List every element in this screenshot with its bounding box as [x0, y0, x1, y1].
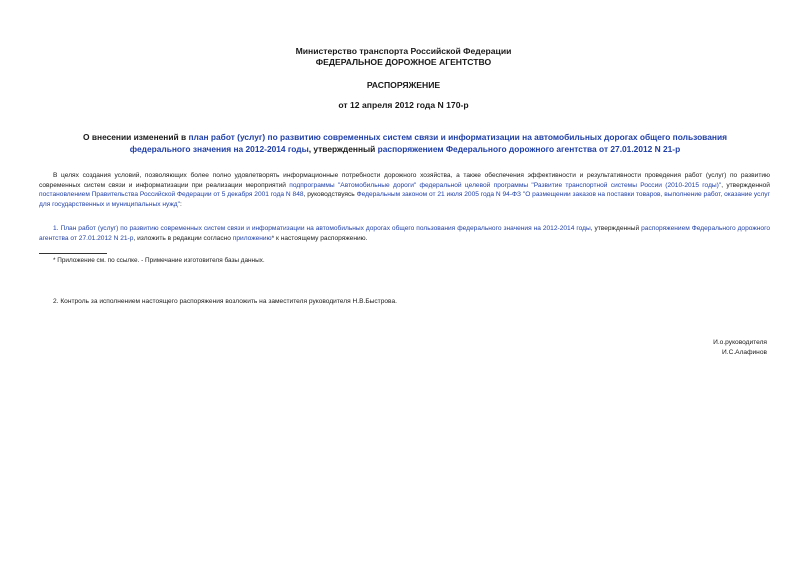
preamble-text-4: : — [180, 200, 182, 208]
agency-name: ФЕДЕРАЛЬНОЕ ДОРОЖНОЕ АГЕНТСТВО — [315, 57, 492, 67]
link-plan[interactable]: План работ (услуг) по развитию современных систем связи и информатизации на автомобильных дорогах общего пользования федерального значения на 2012-2014 годы — [60, 225, 591, 232]
signature-block — [713, 338, 767, 358]
clause-1-number[interactable]: 1. — [53, 225, 61, 232]
preamble-text-1: В целях создания условий, позволяющих более полно удовлетворять информационные потребности дорожного хозяйства, а также обеспечения эффективности и результативности проведения работ (услуг) по развитию современных систем связи и информатизации при реализации мероприятий — [39, 172, 770, 189]
footnote: * Приложение см. по ссылке. - Примечание изготовителя базы данных. — [53, 257, 265, 264]
ministry-name: Министерство транспорта Российской Федерации — [295, 46, 512, 56]
document-date-number: от 12 апреля 2012 года N 170-р — [338, 100, 469, 110]
document-type: РАСПОРЯЖЕНИЕ — [366, 80, 441, 90]
footnote-divider — [39, 253, 107, 254]
link-government-decree[interactable]: постановлением Правительства Российской Федерации от 5 декабря 2001 года N 848 — [39, 191, 304, 199]
link-subprogram[interactable]: подпрограммы "Автомобильные дороги" федеральной целевой программы "Развитие транспортной системы России (2010-2015 годы)" — [289, 181, 722, 189]
clause-1-text-4: * к настоящему распоряжению. — [271, 234, 368, 242]
title-text-2: , утвержденный — [308, 143, 378, 154]
clause-2-paragraph: 2. Контроль за исполнением настоящего распоряжения возложить на заместителя руководителя Н.В.Быстрова. — [53, 298, 397, 305]
document-title — [60, 132, 750, 155]
preamble-paragraph — [39, 171, 770, 209]
signature-name: И.С.Алафинов — [722, 349, 767, 356]
title-link-order[interactable]: распоряжением Федерального дорожного агентства от 27.01.2012 N 21-р — [377, 143, 681, 154]
preamble-text-3: , руководствуясь — [303, 191, 357, 199]
link-federal-law[interactable]: Федеральным законом от 21 июля 2005 года N 94-ФЗ "О размещении заказов на поставки товаров, выполнение работ, оказание услуг для государственных и муниципальных нужд" — [39, 191, 770, 208]
title-link-plan[interactable]: план работ (услуг) по развитию современных систем связи и информатизации на автомобильных дорогах общего пользования федерального значения на 2012-2014 годы — [129, 132, 727, 154]
clause-1-paragraph — [39, 224, 770, 243]
signature-position: И.о.руководителя — [713, 339, 767, 346]
link-order[interactable]: распоряжением Федерального дорожного агентства от 27.01.2012 N 21-р — [39, 225, 770, 242]
clause-1-text-3: , изложить в редакции согласно — [133, 234, 233, 242]
preamble-text-2: , утвержденной — [721, 181, 770, 189]
clause-1-text-2: , утвержденный — [590, 225, 642, 232]
title-text-1: О внесении изменений в — [83, 132, 189, 142]
link-appendix[interactable]: приложению — [232, 234, 272, 242]
